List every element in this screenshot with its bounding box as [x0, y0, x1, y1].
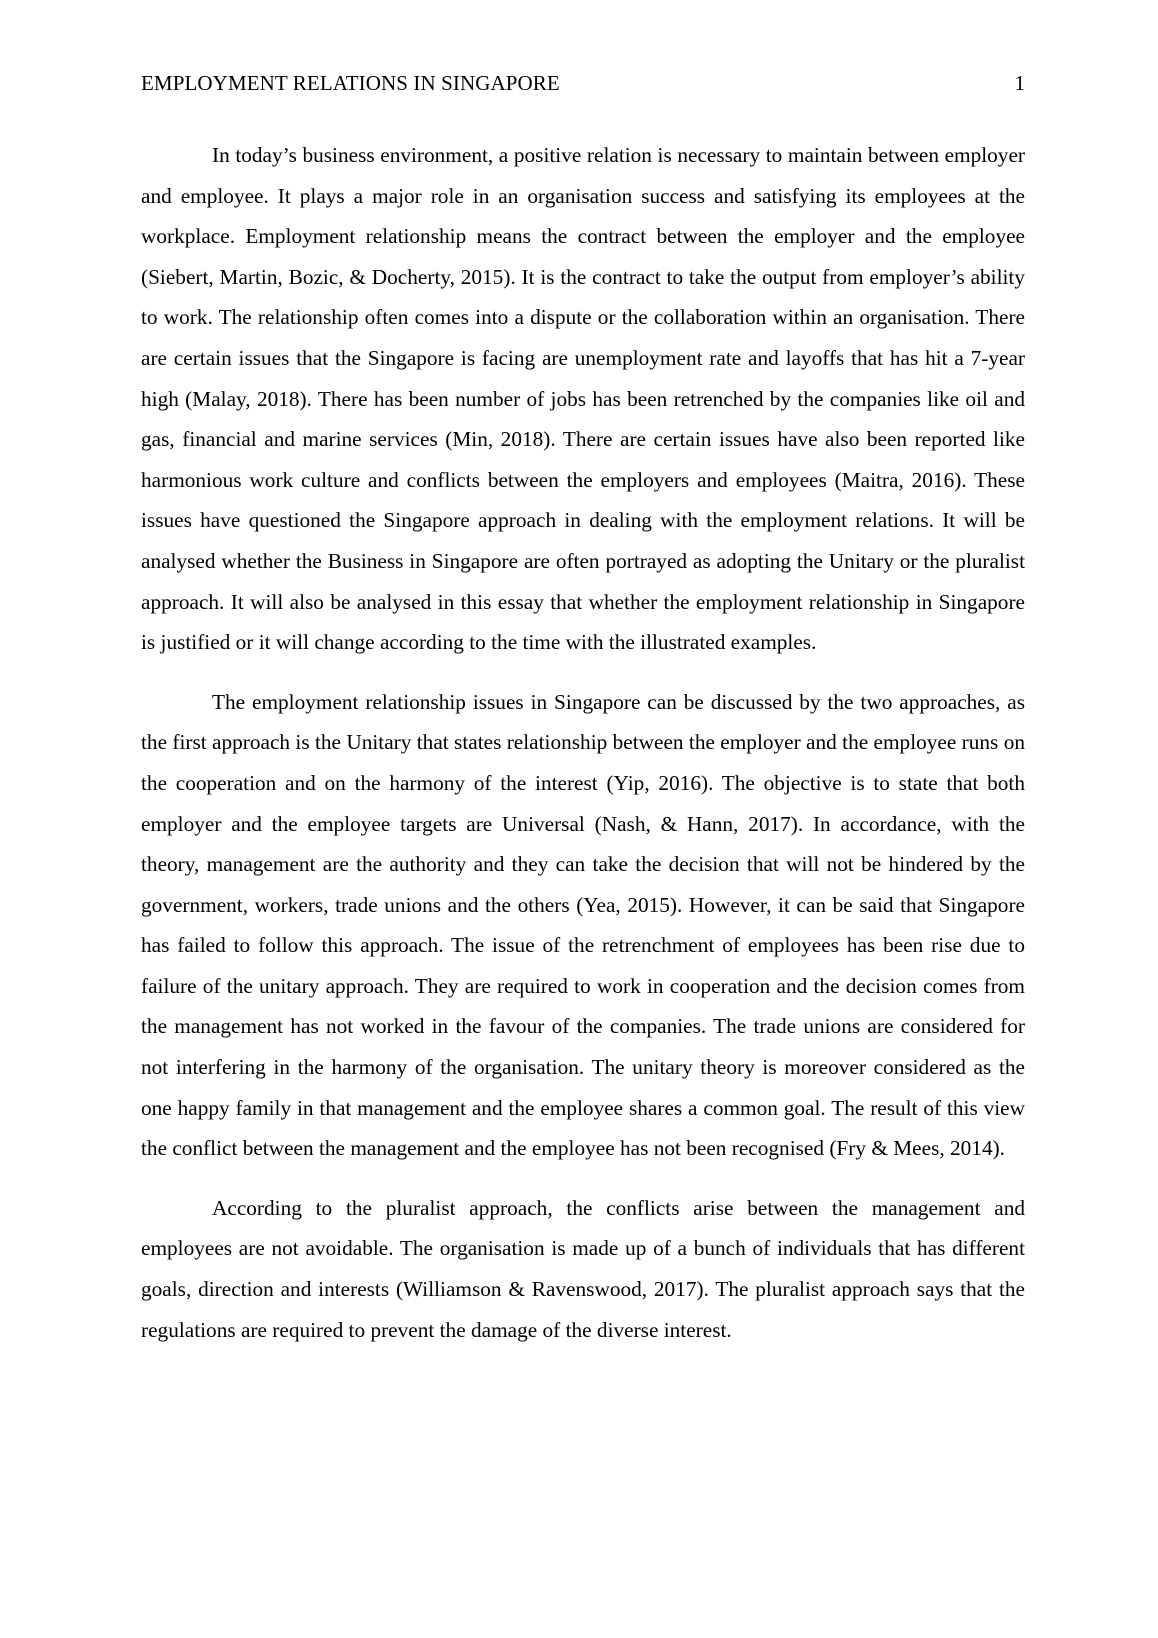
- running-header: [141, 68, 1025, 98]
- paragraph-introduction: In today’s business environment, a positive relation is necessary to maintain between employer and employee. It plays a major role in an organisation success and satisfying its employees at the workplace. Employment relationship means the contract between the employer and the employee (Siebert, Martin, Bozic, & Docherty, 2015). It is the contract to take the output from employer’s ability to work. The relationship often comes into a dispute or the collaboration within an organisation. There are certain issues that the Singapore is facing are unemployment rate and layoffs that has hit a 7-year high (Malay, 2018). There has been number of jobs has been retrenched by the companies like oil and gas, financial and marine services (Min, 2018). There are certain issues have also been reported like harmonious work culture and conflicts between the employers and employees (Maitra, 2016). These issues have questioned the Singapore approach in dealing with the employment relations. It will be analysed whether the Business in Singapore are often portrayed as adopting the Unitary or the pluralist approach. It will also be analysed in this essay that whether the employment relationship in Singapore is justified or it will change according to the time with the illustrated examples.: [141, 143, 1025, 655]
- paragraph-pluralist-approach: According to the pluralist approach, the conflicts arise between the management and employees are not avoidable. The organisation is made up of a bunch of individuals that has different goals, direction and interests (Williamson & Ravenswood, 2017). The pluralist approach says that the regulations are required to prevent the damage of the diverse interest.: [141, 1195, 1025, 1342]
- running-title: EMPLOYMENT RELATIONS IN SINGAPORE: [141, 71, 560, 95]
- page-number: 1: [1014, 71, 1025, 95]
- body-text: [141, 135, 1025, 1369]
- paragraph-unitary-approach: The employment relationship issues in Singapore can be discussed by the two approaches, as the first approach is the Unitary that states relationship between the employer and the employee runs on the cooperation and on the harmony of the interest (Yip, 2016). The objective is to state that both employer and the employee targets are Universal (Nash, & Hann, 2017). In accordance, with the theory, management are the authority and they can take the decision that will not be hindered by the government, workers, trade unions and the others (Yea, 2015). However, it can be said that Singapore has failed to follow this approach. The issue of the retrenchment of employees has been rise due to failure of the unitary approach. They are required to work in cooperation and the decision comes from the management has not worked in the favour of the companies. The trade unions are considered for not interfering in the harmony of the organisation. The unitary theory is moreover considered as the one happy family in that management and the employee shares a common goal. The result of this view the conflict between the management and the employee has not been recognised (Fry & Mees, 2014).: [141, 689, 1025, 1161]
